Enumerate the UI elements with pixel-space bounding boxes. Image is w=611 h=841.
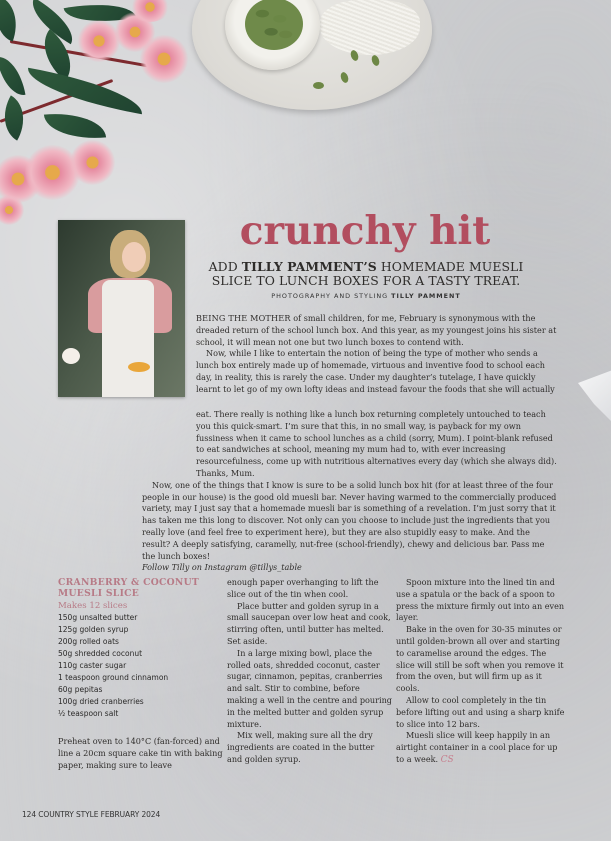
pepitas-in-bowl — [245, 0, 303, 50]
gum-blossom — [140, 35, 188, 83]
ingredient-list — [58, 612, 223, 720]
leaf — [0, 95, 35, 140]
credit-label: PHOTOGRAPHY AND STYLING — [271, 292, 392, 300]
leaf — [0, 53, 25, 98]
portrait-face — [122, 242, 146, 272]
recipe-title: CRANBERRY & COCONUT MUESLI SLICE — [58, 577, 200, 599]
method-step-1-cont: enough paper overhanging to lift the slice out of the tin when cool. — [227, 577, 379, 599]
ingredient: 125g golden syrup — [58, 625, 129, 634]
pepita — [313, 82, 324, 89]
standfirst-pre: ADD — [208, 259, 242, 274]
leaf — [44, 109, 106, 142]
method-step-2: Place butter and golden syrup in a small saucepan over low heat and cook, stirring often, until butter has melted. Set aside. — [227, 600, 391, 646]
ingredient: 1 teaspoon ground cinnamon — [58, 673, 169, 682]
method-step-4: Mix well, making sure all the dry ingredients are coated in the butter and golden syrup. — [227, 730, 375, 764]
intro-paragraph-1 — [196, 313, 559, 348]
photo-credit — [205, 292, 527, 300]
method-column-2 — [227, 577, 392, 766]
method-step-8-text: Muesli slice will keep happily in an airtight container in a cool place for up to a week. — [396, 730, 558, 764]
method-step-5: Spoon mixture into the lined tin and use a spatula or the back of a spoon to press the mixture firmly out into an even layer. — [396, 577, 565, 623]
method-step-1: Preheat oven to 140°C (fan-forced) and line a 20cm square cake tin with baking paper, making sure to leave — [58, 736, 223, 770]
portrait-apron — [102, 280, 154, 397]
headline: crunchy hit — [239, 208, 491, 254]
method-column-3 — [396, 577, 566, 767]
intro-paragraph-2-cont: eat. There really is nothing like a lunch box returning completely untouched to teach you this quick-smart. I’m sure that this, in no small way, is payback for my own fussiness when it came to school lunches as a child (sorry, Mum). I point-blank refused to eat sandwiches at school, meaning my mum had to, with ever increasing resourcefulness, come up with nutritious alternatives every day (which she always did). Thanks, Mum. — [196, 409, 557, 478]
intro-paragraph-3: Now, one of the things that I know is sure to be a solid lunch box hit (for at least three of the four people in our house) is the good old muesli bar. Never having warmed to the commercially produced variety, may I just say that a homemade muesli bar is something of a revelation. I’m just sorry that it has taken me this long to discover. Not only can you choose to include just the ingredients that you really love (and feel free to experiment here), but they are also stupidly easy to make. And the result? A deeply satisfying, caramelly, nut-free (school-friendly), chewy and delicious bar. Pass me the lunch boxes! — [142, 479, 557, 561]
gum-blossom — [78, 20, 120, 62]
ingredient: 110g caster sugar — [58, 661, 127, 670]
instagram-follow: Follow Tilly on Instagram @tillys_table — [142, 562, 302, 573]
standfirst — [205, 260, 527, 288]
plastic-wrap — [578, 368, 611, 428]
peony-flower — [62, 348, 80, 364]
leaf — [0, 0, 26, 42]
standfirst-author: TILLY PAMMENT’S — [241, 259, 377, 274]
intro-copy-bottom — [142, 409, 559, 574]
intro-paragraph-2: Now, while I like to entertain the notion of being the type of mother who sends a lunch box entirely made up of homemade, virtuous and inventive food to school each day, in reality, this is rarely the case. Under my daughter’s tutelage, I have quickly learnt to let go of my own lofty ideas and instead favour the foods that she will actually — [196, 348, 555, 394]
credit-name: TILLY PAMMENT — [391, 292, 461, 300]
shredded-coconut — [320, 0, 420, 55]
method-step-6: Bake in the oven for 30-35 minutes or until golden-brown all over and starting to caramelise around the edges. The slice will still be soft when you remove it from the oven, but will firm up as it cools. — [396, 624, 564, 694]
ingredient: ½ teaspoon salt — [58, 709, 119, 718]
intro-copy-top — [196, 313, 559, 396]
method-step-8 — [396, 730, 566, 766]
intro-p1-text: of small children, for me, February is synonymous with the dreaded return of the school lunch box. And this year, as my youngest joins his sister at school, it will mean not one but two lunch boxes to contend with. — [196, 313, 557, 347]
ingredient: 150g unsalted butter — [58, 613, 138, 622]
ingredient: 100g dried cranberries — [58, 697, 144, 706]
standfirst-post: HOMEMADE MUESLI — [376, 259, 524, 274]
gum-blossom — [0, 195, 24, 225]
recipe-yield: Makes 12 slices — [58, 601, 128, 611]
ingredient: 200g rolled oats — [58, 637, 119, 646]
standfirst-line2: SLICE TO LUNCH BOXES FOR A TASTY TREAT. — [211, 273, 521, 288]
end-mark: CS — [440, 754, 454, 765]
ingredient: 60g pepitas — [58, 685, 103, 694]
lead-in: BEING THE MOTHER — [196, 313, 291, 323]
method-step-7: Allow to cool completely in the tin before lifting out and using a sharp knife to slice into 12 bars. — [396, 694, 565, 729]
method-column-1 — [58, 736, 223, 771]
portrait-photo — [58, 220, 185, 397]
muesli-slice-plate — [128, 362, 150, 372]
method-step-3: In a large mixing bowl, place the rolled oats, shredded coconut, caster sugar, cinnamon, pepitas, cranberries and salt. Stir to combine, before making a well in the centre and pouring in the melted butter and golden syrup mixture. — [227, 647, 392, 729]
page-folio: 124 COUNTRY STYLE FEBRUARY 2024 — [22, 810, 161, 819]
ingredient: 50g shredded coconut — [58, 649, 143, 658]
gum-blossom — [70, 140, 115, 185]
